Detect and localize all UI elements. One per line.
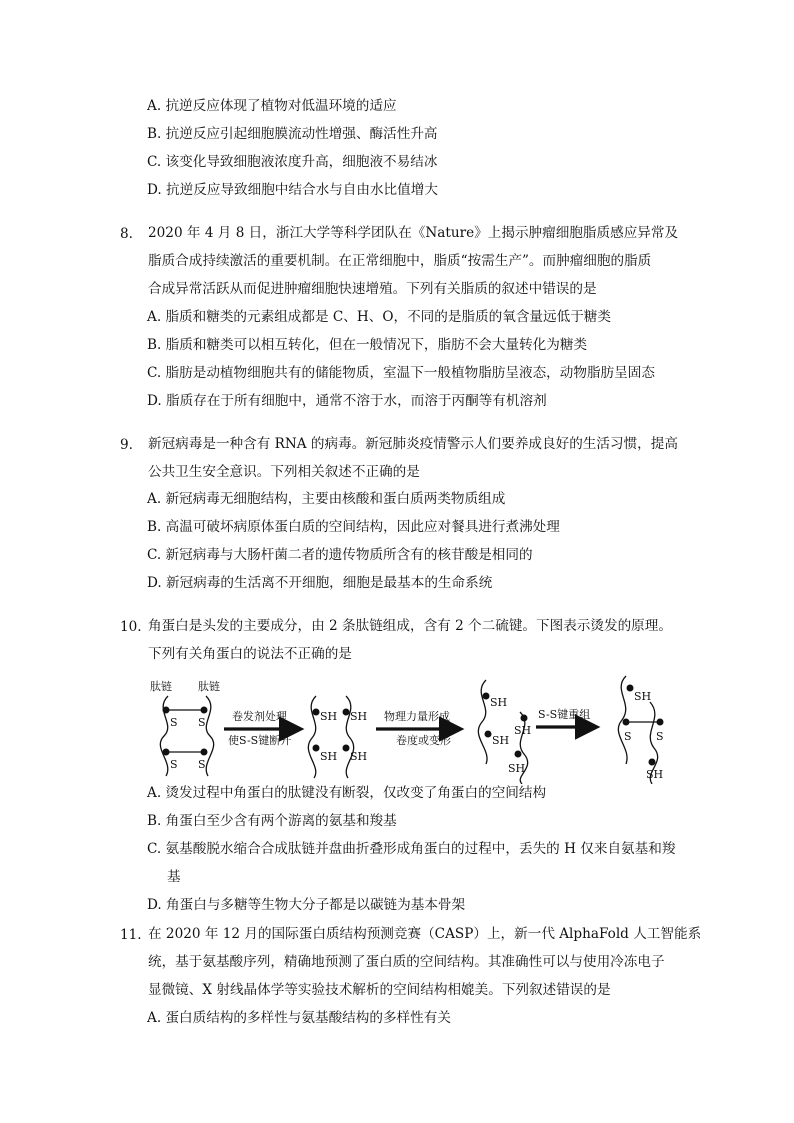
q8-stem-line-3: 合成异常活跃从而促进肿瘤细胞快速增殖。下列有关脂质的叙述中错误的是 (148, 281, 597, 297)
q10-option-c: C. 氨基酸脱水缩合合成肽链并盘曲折叠形成角蛋白的过程中，丢失的 H 仅来自氨基和羧 (147, 841, 676, 857)
stage3-sh-label: SH (490, 696, 508, 709)
arrow3-top-label: S-S键重组 (538, 708, 591, 721)
q10-option-c-continued: 基 (167, 869, 181, 885)
q10-stem-line-1: 角蛋白是头发的主要成分，由 2 条肽链组成，含有 2 个二硫键。下图表示烫发的原理。 (148, 618, 672, 634)
q8-option-d: D. 脂质存在于所有细胞中，通常不溶于水，而溶于丙酮等有机溶剂 (147, 393, 547, 409)
chain-label-left: 肽链 (150, 680, 172, 693)
q9-stem-line-1: 新冠病毒是一种含有 RNA 的病毒。新冠肺炎疫情警示人们要养成良好的生活习惯，提高 (148, 436, 678, 452)
stage3-sh-dot (521, 715, 528, 722)
stage4-s-dot (623, 719, 630, 726)
stage1-s-label: S (170, 716, 178, 729)
q8-number: 8. (120, 226, 133, 242)
stage2-sh-dot (343, 745, 350, 752)
q8-option-a: A. 脂质和糖类的元素组成都是 C、H、O，不同的是脂质的氧含量远低于糖类 (147, 309, 611, 325)
q10-stem-line-2: 下列有关角蛋白的说法不正确的是 (148, 646, 352, 662)
stage3-sh-label: SH (508, 762, 526, 775)
stage3-sh-dot (515, 751, 522, 758)
q11-stem-line-3: 显微镜、X 射线晶体学等实验技术解析的空间结构相媲美。下列叙述错误的是 (148, 982, 611, 998)
q9-option-c: C. 新冠病毒与大肠杆菌二者的遗传物质所含有的核苷酸是相同的 (147, 547, 533, 563)
stage3-sh-dot (483, 693, 490, 700)
q7-option-b: B. 抗逆反应引起细胞膜流动性增强、酶活性升高 (147, 126, 438, 142)
q9-option-d: D. 新冠病毒的生活离不开细胞，细胞是最基本的生命系统 (147, 575, 493, 591)
arrow1-top-label: 卷发剂处理 (232, 710, 287, 723)
stage1-chain-right (206, 696, 214, 776)
stage4-s-dot (657, 719, 664, 726)
perm-principle-diagram (140, 672, 700, 784)
stage4-s-label: S (624, 730, 632, 743)
stage2-sh-dot (343, 709, 350, 716)
q9-number: 9. (120, 437, 133, 453)
stage2-sh-label: SH (320, 750, 338, 763)
q9-option-a: A. 新冠病毒无细胞结构，主要由核酸和蛋白质两类物质组成 (147, 491, 506, 507)
stage1-s-dot (201, 707, 208, 714)
stage2-sh-label: SH (320, 710, 338, 723)
stage3-sh-label: SH (492, 734, 510, 747)
q10-option-a: A. 烫发过程中角蛋白的肽键没有断裂，仅改变了角蛋白的空间结构 (147, 785, 547, 801)
stage2-chain-left (308, 696, 316, 778)
q9-option-b: B. 高温可破坏病原体蛋白质的空间结构，因此应对餐具进行煮沸处理 (147, 519, 560, 535)
stage3-sh-dot (485, 731, 492, 738)
chain-label-right: 肽链 (198, 680, 220, 693)
q7-option-c: C. 该变化导致细胞液浓度升高，细胞液不易结冰 (147, 154, 438, 170)
q7-option-a: A. 抗逆反应体现了植物对低温环境的适应 (147, 98, 397, 114)
q7-option-d: D. 抗逆反应导致细胞中结合水与自由水比值增大 (147, 182, 438, 198)
stage1-s-label: S (198, 716, 206, 729)
arrow2-top-label: 物理力量形成 (384, 710, 450, 723)
stage4-s-label: S (656, 730, 664, 743)
stage1-s-label: S (198, 758, 206, 771)
stage3-sh-label: SH (514, 724, 532, 737)
stage2-sh-dot (313, 709, 320, 716)
stage1-s-label: S (170, 758, 178, 771)
q10-option-d: D. 角蛋白与多糖等生物大分子都是以碳链为基本骨架 (147, 897, 466, 913)
stage4-sh-label: SH (646, 768, 664, 781)
q11-number: 11. (120, 927, 142, 943)
arrow1-bottom-label: 使S-S键断开 (228, 734, 292, 747)
stage1-s-dot (163, 707, 170, 714)
stage4-sh-label: SH (634, 690, 652, 703)
stage2-chain-right (346, 696, 354, 778)
stage2-sh-dot (313, 745, 320, 752)
q11-stem-line-1: 在 2020 年 12 月的国际蛋白质结构预测竞赛（CASP）上，新一代 AlphaFold 人工智能系 (148, 926, 702, 942)
stage1-s-dot (201, 749, 208, 756)
q10-number: 10. (120, 619, 142, 635)
stage4-sh-dot (649, 759, 656, 766)
q8-option-c: C. 脂肪是动植物细胞共有的储能物质，室温下一般植物脂肪呈液态，动物脂肪呈固态 (147, 365, 655, 381)
q11-option-a: A. 蛋白质结构的多样性与氨基酸结构的多样性有关 (147, 1010, 451, 1026)
stage2-sh-label: SH (350, 750, 368, 763)
q9-stem-line-2: 公共卫生安全意识。下列相关叙述不正确的是 (148, 464, 420, 480)
q8-stem-line-1: 2020 年 4 月 8 日，浙江大学等科学团队在《Nature》上揭示肿瘤细胞脂质感应异常及 (148, 225, 679, 241)
stage4-sh-dot (627, 685, 634, 692)
q8-option-b: B. 脂质和糖类可以相互转化，但在一般情况下，脂肪不会大量转化为糖类 (147, 337, 588, 353)
q11-stem-line-2: 统，基于氨基酸序列，精确地预测了蛋白质的空间结构。其准确性可以与使用冷冻电子 (148, 954, 665, 970)
stage1-s-dot (163, 749, 170, 756)
arrow2-bottom-label: 卷度或变形 (396, 734, 451, 747)
stage2-sh-label: SH (350, 710, 368, 723)
q10-option-b: B. 角蛋白至少含有两个游离的氨基和羧基 (147, 813, 397, 829)
q8-stem-line-2: 脂质合成持续激活的重要机制。在正常细胞中，脂质“按需生产”。而肿瘤细胞的脂质 (148, 253, 652, 269)
